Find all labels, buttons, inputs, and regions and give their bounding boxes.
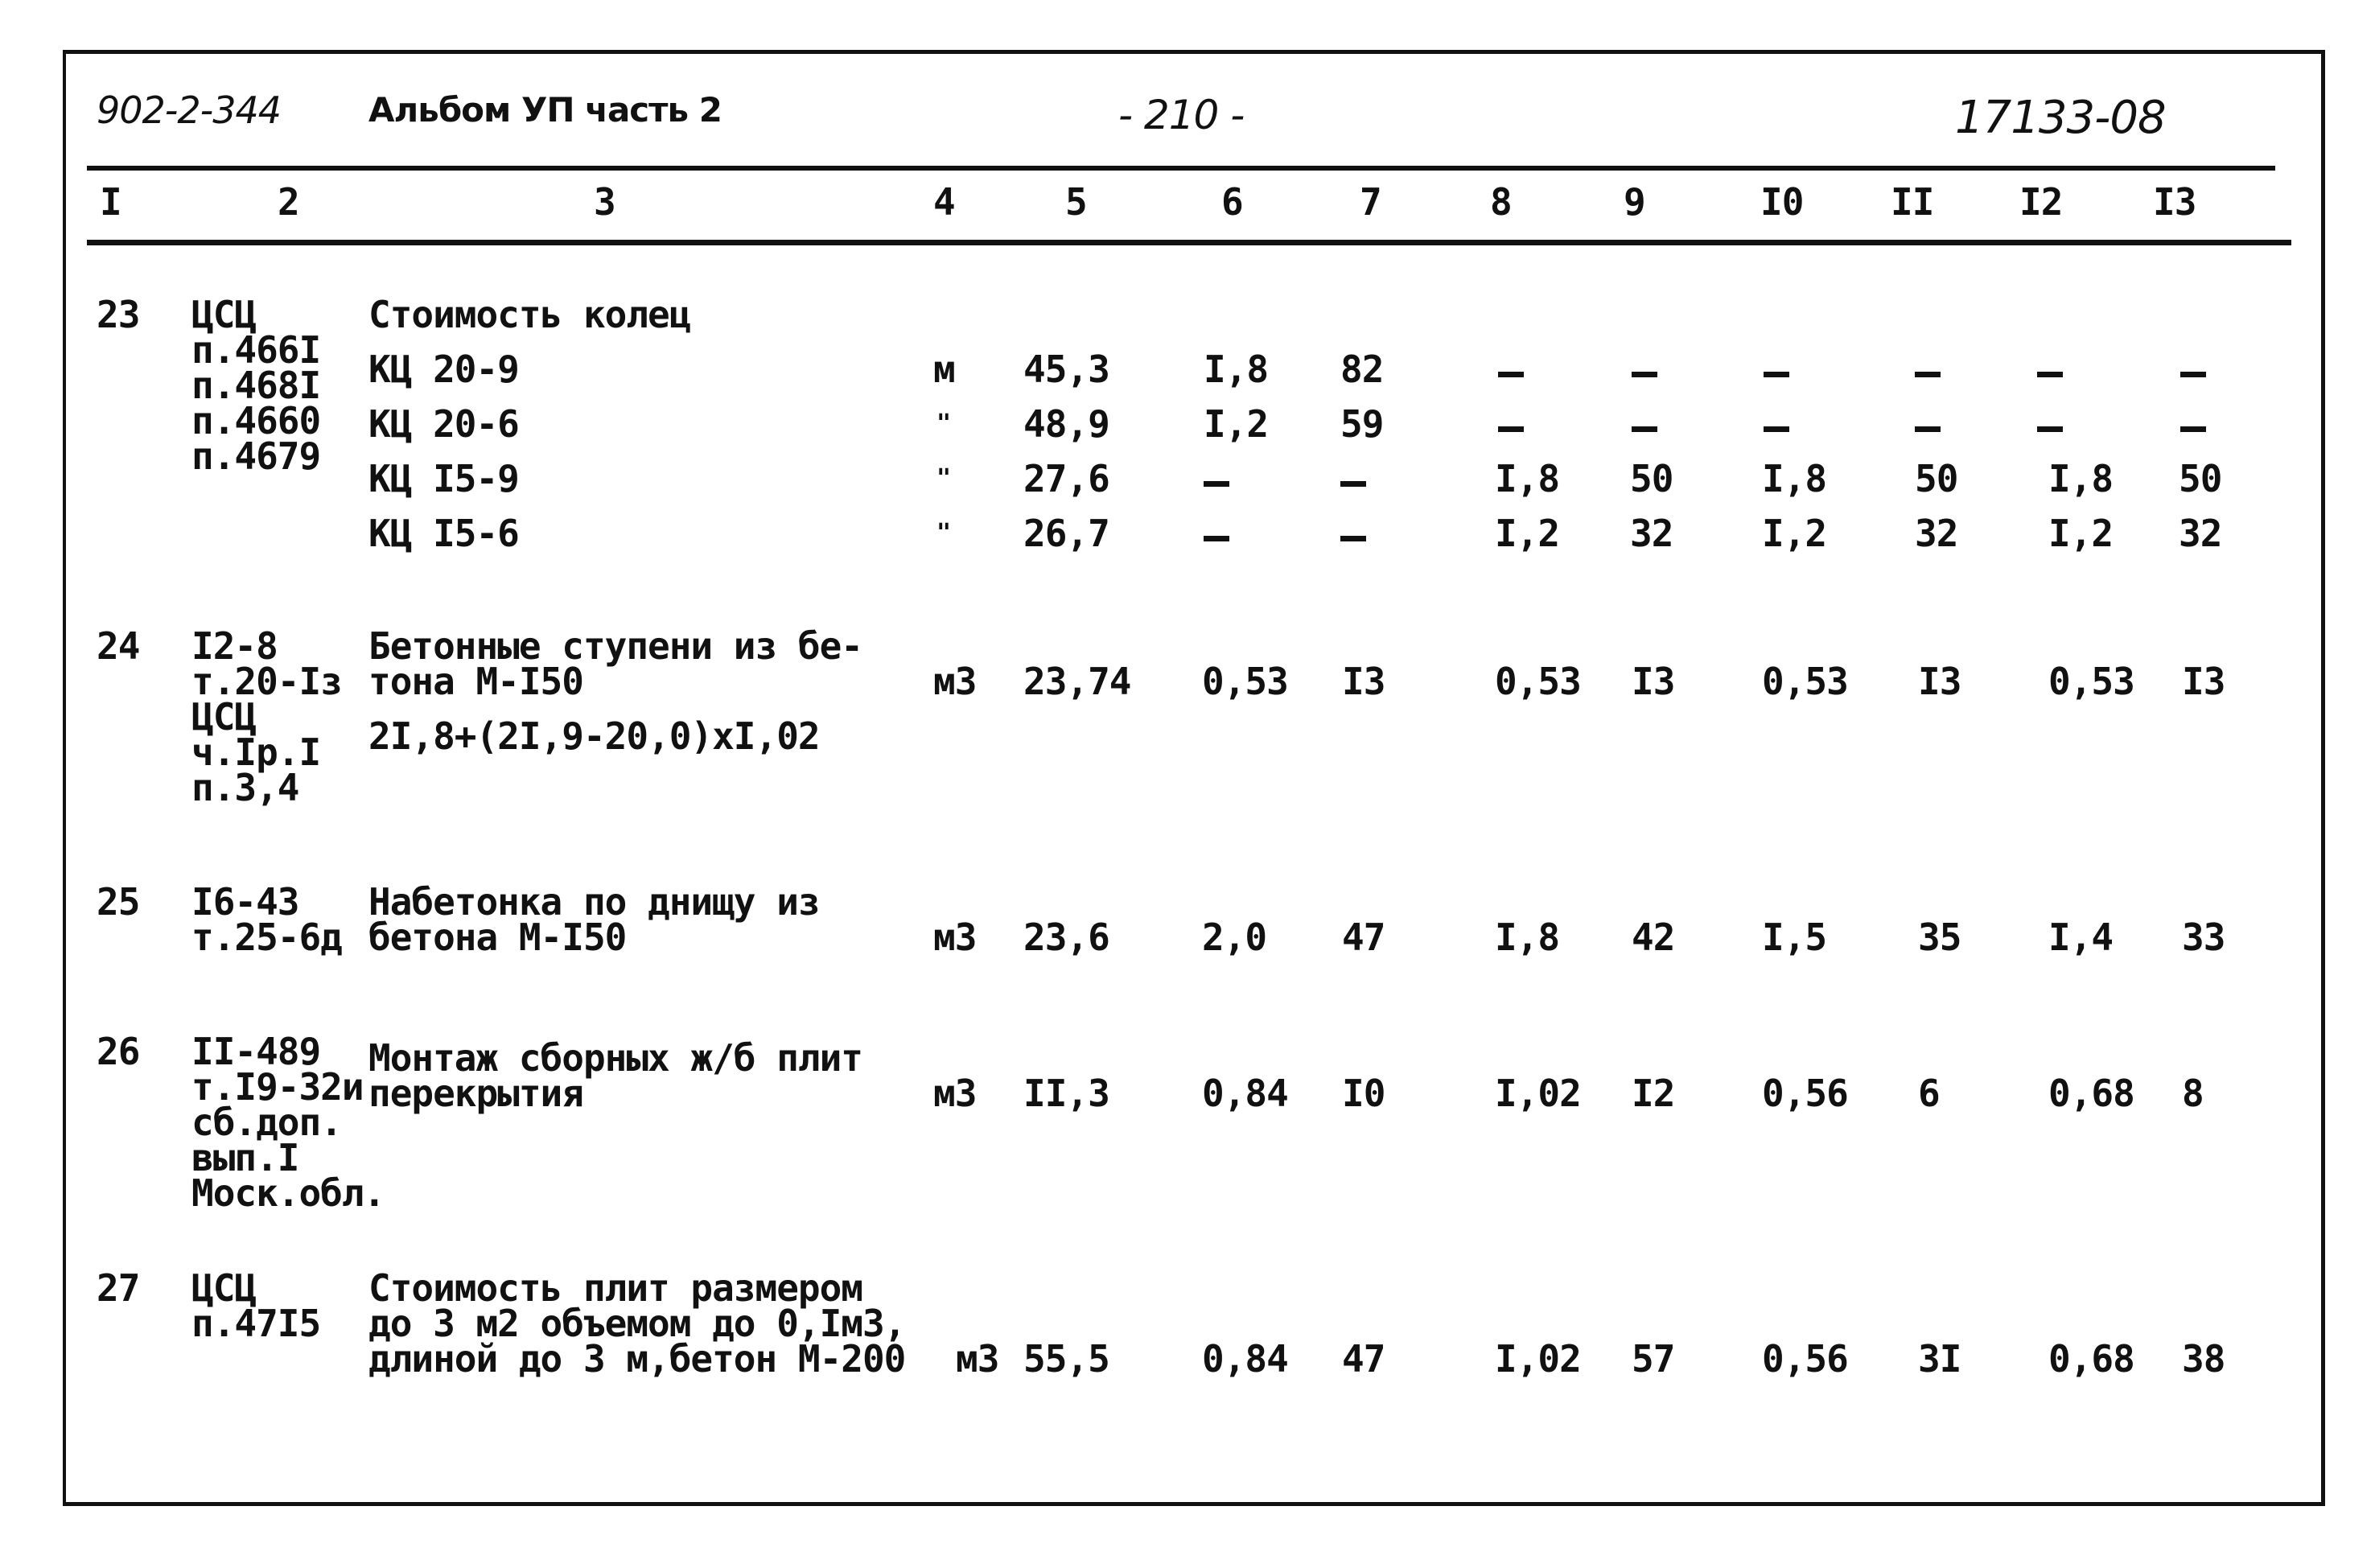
row-description: тона М-I50	[368, 660, 583, 703]
row-reference: п.3,4	[191, 766, 299, 809]
col-header-4: 4	[933, 180, 955, 224]
col-header-3: 3	[594, 180, 615, 224]
dash	[1498, 426, 1524, 432]
row-col12: 0,68	[2048, 1337, 2134, 1381]
row-col12: I,4	[2048, 916, 2114, 959]
row-number: 27	[97, 1266, 140, 1310]
col-header-13: I3	[2153, 180, 2196, 224]
dash	[2037, 426, 2063, 432]
row-reference: вып.I	[191, 1136, 299, 1179]
item-unit: "	[936, 464, 951, 492]
row-col8: I,02	[1495, 1337, 1581, 1381]
row-col5: 23,74	[1023, 660, 1131, 703]
row-reference: ч.Iр.I	[191, 730, 321, 774]
col-header-9: 9	[1624, 180, 1645, 224]
row-description: длиной до 3 м,бетон М-200	[368, 1337, 906, 1381]
row-col6: 2,0	[1202, 916, 1267, 959]
header-rule-bottom	[87, 240, 2291, 245]
row-col11: 35	[1918, 916, 1961, 959]
row-col8: I,8	[1495, 916, 1560, 959]
row-col6: 0,84	[1202, 1337, 1288, 1381]
col-header-7: 7	[1360, 180, 1381, 224]
row-description: Стоимость колец	[368, 293, 691, 336]
row-description: Бетонные ступени из бе-	[368, 624, 862, 668]
row-description: до 3 м2 объемом до 0,Iм3,	[368, 1302, 906, 1345]
dash	[1204, 481, 1229, 487]
row-col12: 0,68	[2048, 1072, 2134, 1115]
item-col7: 82	[1340, 348, 1384, 391]
row-description: Монтаж сборных ж/б плит	[368, 1036, 862, 1080]
dash	[1764, 372, 1789, 377]
row-reference: п.466I	[191, 328, 321, 372]
row-col10: I,5	[1762, 916, 1827, 959]
col-header-11: II	[1891, 180, 1934, 224]
row-formula: 2I,8+(2I,9-20,0)xI,02	[368, 714, 820, 758]
col-header-12: I2	[2019, 180, 2063, 224]
item-col8: I,2	[1495, 512, 1560, 555]
page-number: - 210 -	[1118, 92, 1245, 138]
album-title: Альбом УП часть 2	[368, 90, 722, 130]
row-col8: 0,53	[1495, 660, 1581, 703]
item-col8: I,8	[1495, 457, 1560, 500]
row-col5: 55,5	[1023, 1337, 1109, 1381]
item-col10: I,2	[1762, 512, 1827, 555]
row-unit: м3	[956, 1337, 999, 1381]
row-col12: 0,53	[2048, 660, 2134, 703]
item-col13: 50	[2179, 457, 2222, 500]
row-reference: п.468I	[191, 364, 321, 407]
row-col13: 38	[2182, 1337, 2225, 1381]
row-description: Набетонка по днищу из	[368, 880, 820, 924]
item-col5: 45,3	[1023, 348, 1109, 391]
dash	[1340, 481, 1366, 487]
item-name: КЦ 20-6	[368, 402, 519, 446]
row-reference: т.20-Iз	[191, 660, 342, 703]
dash	[2180, 372, 2206, 377]
row-col5: II,3	[1023, 1072, 1109, 1115]
row-col11: I3	[1918, 660, 1961, 703]
col-header-10: I0	[1760, 180, 1804, 224]
row-description: Стоимость плит размером	[368, 1266, 862, 1310]
item-col11: 50	[1915, 457, 1958, 500]
item-name: КЦ I5-9	[368, 457, 519, 500]
doc-number: 902-2-344	[97, 88, 282, 132]
item-col5: 27,6	[1023, 457, 1109, 500]
row-reference: сб.доп.	[191, 1101, 342, 1144]
row-description: перекрытия	[368, 1072, 583, 1115]
row-col7: I3	[1342, 660, 1385, 703]
row-reference: I2-8	[191, 624, 278, 668]
row-reference: Моск.обл.	[191, 1171, 385, 1215]
item-name: КЦ 20-9	[368, 348, 519, 391]
row-reference: ЦСЦ	[191, 293, 257, 336]
dash	[1204, 536, 1229, 541]
row-col8: I,02	[1495, 1072, 1581, 1115]
row-unit: м3	[933, 1072, 977, 1115]
dash	[2180, 426, 2206, 432]
row-col11: 3I	[1918, 1337, 1961, 1381]
row-col10: 0,56	[1762, 1337, 1848, 1381]
col-header-5: 5	[1065, 180, 1087, 224]
row-reference: т.I9-32и	[191, 1065, 364, 1109]
dash	[2037, 372, 2063, 377]
col-header-2: 2	[278, 180, 299, 224]
row-reference: п.47I5	[191, 1302, 321, 1345]
row-number: 23	[97, 293, 140, 336]
row-col9: I3	[1632, 660, 1675, 703]
item-unit: "	[936, 409, 951, 438]
row-col7: 47	[1342, 916, 1385, 959]
item-col13: 32	[2179, 512, 2222, 555]
row-reference: п.4660	[191, 399, 321, 442]
dash	[1915, 426, 1941, 432]
dash	[1498, 372, 1524, 377]
row-col7: 47	[1342, 1337, 1385, 1381]
row-col9: 57	[1632, 1337, 1675, 1381]
row-col9: 42	[1632, 916, 1675, 959]
row-reference: п.4679	[191, 434, 321, 478]
dash	[1764, 426, 1789, 432]
row-col13: 33	[2182, 916, 2225, 959]
item-unit: "	[936, 519, 951, 547]
col-header-1: I	[100, 180, 121, 224]
row-unit: м3	[933, 660, 977, 703]
row-col9: I2	[1632, 1072, 1675, 1115]
header-rule-top	[87, 166, 2275, 171]
dash	[1632, 372, 1657, 377]
row-col5: 23,6	[1023, 916, 1109, 959]
row-reference: ЦСЦ	[191, 1266, 257, 1310]
col-header-8: 8	[1490, 180, 1512, 224]
row-unit: м3	[933, 916, 977, 959]
item-col6: I,2	[1204, 402, 1269, 446]
row-reference: ЦСЦ	[191, 695, 257, 739]
row-number: 25	[97, 880, 140, 924]
row-number: 26	[97, 1030, 140, 1073]
item-col7: 59	[1340, 402, 1384, 446]
item-unit: м	[933, 348, 955, 391]
dash	[1632, 426, 1657, 432]
row-col6: 0,84	[1202, 1072, 1288, 1115]
item-col10: I,8	[1762, 457, 1827, 500]
row-col13: I3	[2182, 660, 2225, 703]
item-col9: 32	[1630, 512, 1673, 555]
row-description: бетона М-I50	[368, 916, 627, 959]
item-col9: 50	[1630, 457, 1673, 500]
item-name: КЦ I5-6	[368, 512, 519, 555]
item-col11: 32	[1915, 512, 1958, 555]
dash	[1340, 536, 1366, 541]
row-col10: 0,56	[1762, 1072, 1848, 1115]
item-col6: I,8	[1204, 348, 1269, 391]
row-number: 24	[97, 624, 140, 668]
row-col7: I0	[1342, 1072, 1385, 1115]
row-reference: II-489	[191, 1030, 321, 1073]
item-col12: I,2	[2048, 512, 2114, 555]
sheet-number: 17133-08	[1955, 92, 2166, 144]
item-col12: I,8	[2048, 457, 2114, 500]
row-reference: I6-43	[191, 880, 299, 924]
row-col6: 0,53	[1202, 660, 1288, 703]
row-reference: т.25-6д	[191, 916, 342, 959]
row-col13: 8	[2182, 1072, 2204, 1115]
item-col5: 26,7	[1023, 512, 1109, 555]
col-header-6: 6	[1221, 180, 1243, 224]
dash	[1915, 372, 1941, 377]
item-col5: 48,9	[1023, 402, 1109, 446]
row-col11: 6	[1918, 1072, 1940, 1115]
row-col10: 0,53	[1762, 660, 1848, 703]
